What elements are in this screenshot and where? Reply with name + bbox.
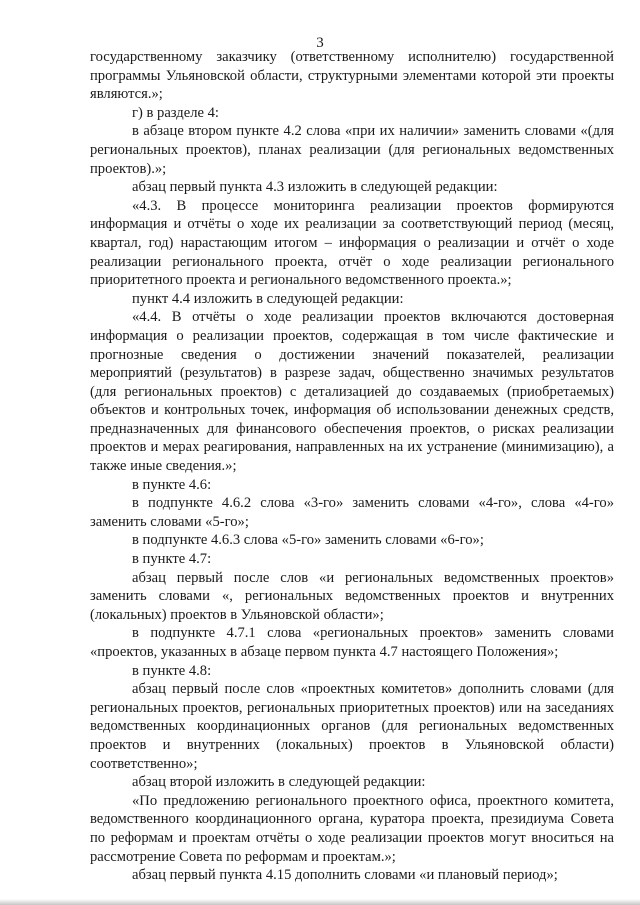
paragraph: «По предложению регионального проектного офиса, проектного комитета, ведомственного координационного органа, куратора проекта, президиума Совета по реформам и проектам отчёты о ходе реализации проектов могут вноситься на рассмотрение Совета по реформам и проектам.»; (90, 792, 614, 865)
paragraph: государственному заказчику (ответственному исполнителю) государственной программы Ульяновской области, структурными элементами которой эти проекты являются.»; (90, 49, 614, 103)
paragraph: пункт 4.4 изложить в следующей редакции: (132, 290, 404, 307)
paragraph: в подпункте 4.7.1 слова «региональных проектов» заменить словами «проектов, указанных в абзаце первом пункта 4.7 настоящего Положения»; (90, 625, 614, 660)
document-body (90, 48, 614, 885)
paragraph: в подпункте 4.6.3 слова «5-го» заменить словами «6-го»; (132, 532, 484, 549)
paragraph: в абзаце втором пункте 4.2 слова «при их наличии» заменить словами «(для региональных проектов), планах реализации (для региональных ведомственных проектов).»; (90, 123, 614, 177)
paragraph: в пункте 4.6: (132, 476, 212, 493)
paragraph: в пункте 4.7: (132, 551, 212, 568)
page-number: 3 (316, 35, 324, 51)
paragraph: в пункте 4.8: (132, 662, 212, 679)
paragraph: «4.4. В отчёты о ходе реализации проектов включаются достоверная информация о реализации проектов, содержащая в том числе фактические и прогнозные сведения о достижении значений показателей, реализации мероприятий (результатов) в разрезе задач, общественно значимых результатов (для региональных проектов) с детализацией до создаваемых (приобретаемых) объектов и контрольных точек, информация об использовании денежных средств, предназначенных для финансового обеспечения проектов, о рисках реализации проектов и мерах реагирования, направленных на их устранение (минимизацию), а также иные сведения.»; (90, 309, 614, 475)
paragraph: абзац первый пункта 4.15 дополнить словами «и плановый период»; (132, 867, 558, 884)
paragraph: абзац первый пункта 4.3 изложить в следующей редакции: (132, 179, 498, 196)
paragraph: «4.3. В процессе мониторинга реализации проектов формируются информация и отчёты о ходе их реализации за соответствующий период (месяц, квартал, год) нарастающим итогом – информация о реализации и отчёт о ходе реализации регионального проекта, отчёт о ходе реализации регионального приоритетного проекта и регионального ведомственного проекта.»; (90, 197, 614, 289)
paragraph: абзац первый после слов «и региональных ведомственных проектов» заменить словами «, региональных ведомственных проектов и внутренних (локальных) проектов в Ульяновской области»; (90, 569, 614, 623)
paragraph: абзац второй изложить в следующей редакции: (132, 774, 426, 791)
scan-edge (0, 899, 640, 905)
paragraph: в подпункте 4.6.2 слова «3-го» заменить словами «4-го», слова «4-го» заменить словами «5-го»; (90, 495, 614, 530)
paragraph: г) в разделе 4: (132, 104, 219, 121)
paragraph: абзац первый после слов «проектных комитетов» дополнить словами (для региональных проектов, региональных приоритетных проектов) или на заседаниях ведомственных координационных органов (для региональных ведомственных проектов и внутренних (локальных) проектов в Ульяновской области) соответственно»; (90, 681, 614, 772)
